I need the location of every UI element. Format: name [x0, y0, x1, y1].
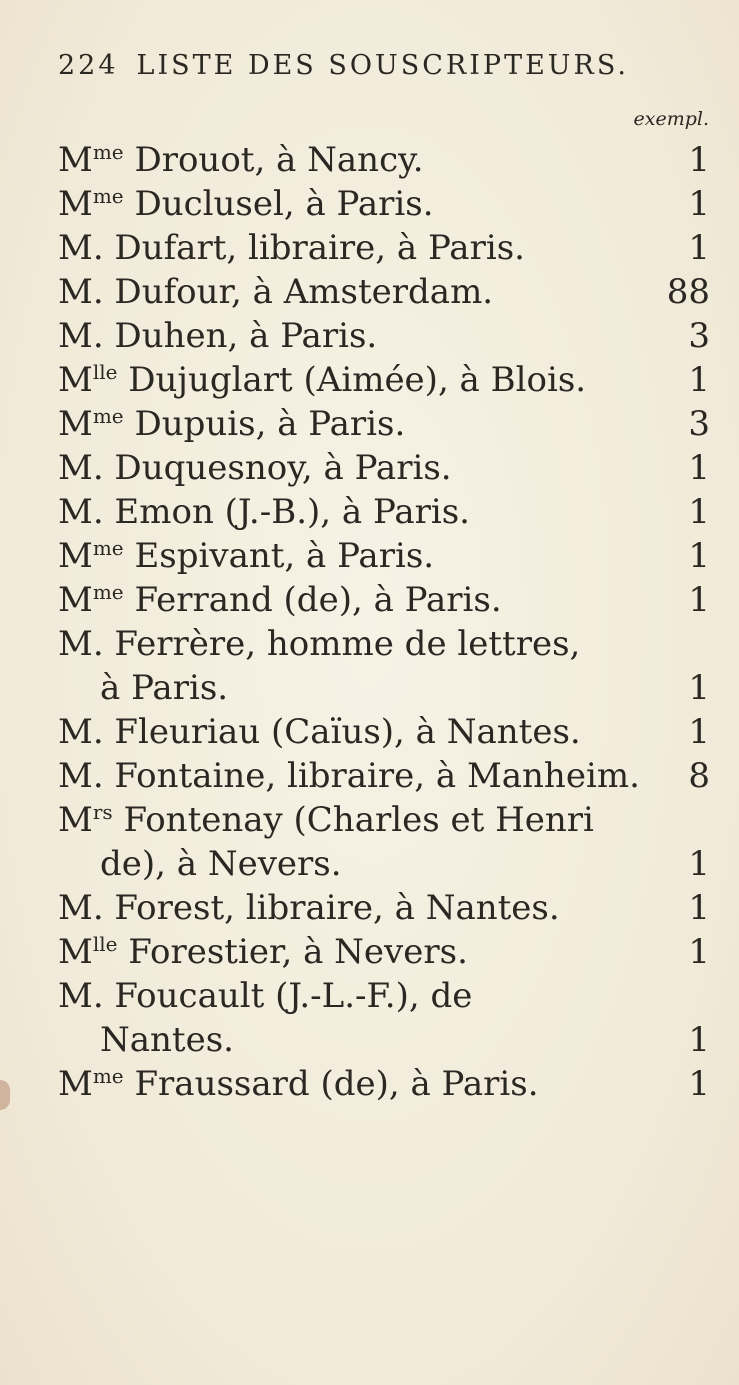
list-item: $M^{rs}$ Fontenay (Charles et Henri	[58, 800, 594, 840]
list-item: M. Duquesnoy, à Paris. 1	[58, 448, 710, 488]
copies-count: 88	[666, 272, 710, 312]
paper-stain	[0, 1080, 10, 1110]
list-item: $M^{me}$ Ferrand (de), à Paris. 1	[58, 580, 710, 620]
copies-count: 1	[688, 932, 710, 972]
list-item: M. Forest, libraire, à Nantes. 1	[58, 888, 710, 928]
list-item: $M^{me}$ Dupuis, à Paris. 3	[58, 404, 710, 444]
list-item: $M^{me}$ Drouot, à Nancy. 1	[58, 140, 710, 180]
copies-count: 1	[688, 580, 710, 620]
copies-count: 1	[688, 1020, 710, 1060]
list-item-continuation: Nantes. 1	[100, 1020, 710, 1060]
list-item: M. Fleuriau (Caïus), à Nantes. 1	[58, 712, 710, 752]
list-item: $M^{lle}$ Dujuglart (Aimée), à Blois. 1	[58, 360, 710, 400]
copies-count: 1	[688, 448, 710, 488]
list-item: M. Ferrère, homme de lettres,	[58, 624, 581, 664]
list-item: M. Dufour, à Amsterdam. 88	[58, 272, 710, 312]
copies-count: 1	[688, 360, 710, 400]
page-number: 224	[58, 50, 119, 81]
list-item: $M^{me}$ Espivant, à Paris. 1	[58, 536, 710, 576]
list-item: M. Emon (J.-B.), à Paris. 1	[58, 492, 710, 532]
copies-count: 1	[688, 844, 710, 884]
copies-count: 1	[688, 668, 710, 708]
subscriber-list	[58, 138, 710, 1106]
copies-count: 1	[688, 184, 710, 224]
list-item: M. Duhen, à Paris. 3	[58, 316, 710, 356]
list-item: $M^{lle}$ Forestier, à Nevers. 1	[58, 932, 710, 972]
running-header	[58, 50, 698, 81]
list-item: $M^{me}$ Duclusel, à Paris. 1	[58, 184, 710, 224]
copies-count: 3	[688, 316, 710, 356]
copies-count: 1	[688, 492, 710, 532]
copies-count: 1	[688, 536, 710, 576]
copies-count: 1	[688, 228, 710, 268]
copies-count: 8	[688, 756, 710, 796]
list-item: M. Fontaine, libraire, à Manheim. 8	[58, 756, 710, 796]
list-item-continuation: à Paris. 1	[100, 668, 710, 708]
copies-count: 1	[688, 712, 710, 752]
copies-count: 1	[688, 140, 710, 180]
list-item-continuation: de), à Nevers. 1	[100, 844, 710, 884]
list-item: M. Dufart, libraire, à Paris. 1	[58, 228, 710, 268]
page-title: LISTE DES SOUSCRIPTEURS.	[136, 50, 629, 81]
copies-column-label: exempl.	[633, 108, 709, 130]
list-item: $M^{me}$ Fraussard (de), à Paris. 1	[58, 1064, 710, 1104]
copies-count: 1	[688, 888, 710, 928]
list-item: M. Foucault (J.-L.-F.), de	[58, 976, 473, 1016]
copies-count: 1	[688, 1064, 710, 1104]
copies-count: 3	[688, 404, 710, 444]
